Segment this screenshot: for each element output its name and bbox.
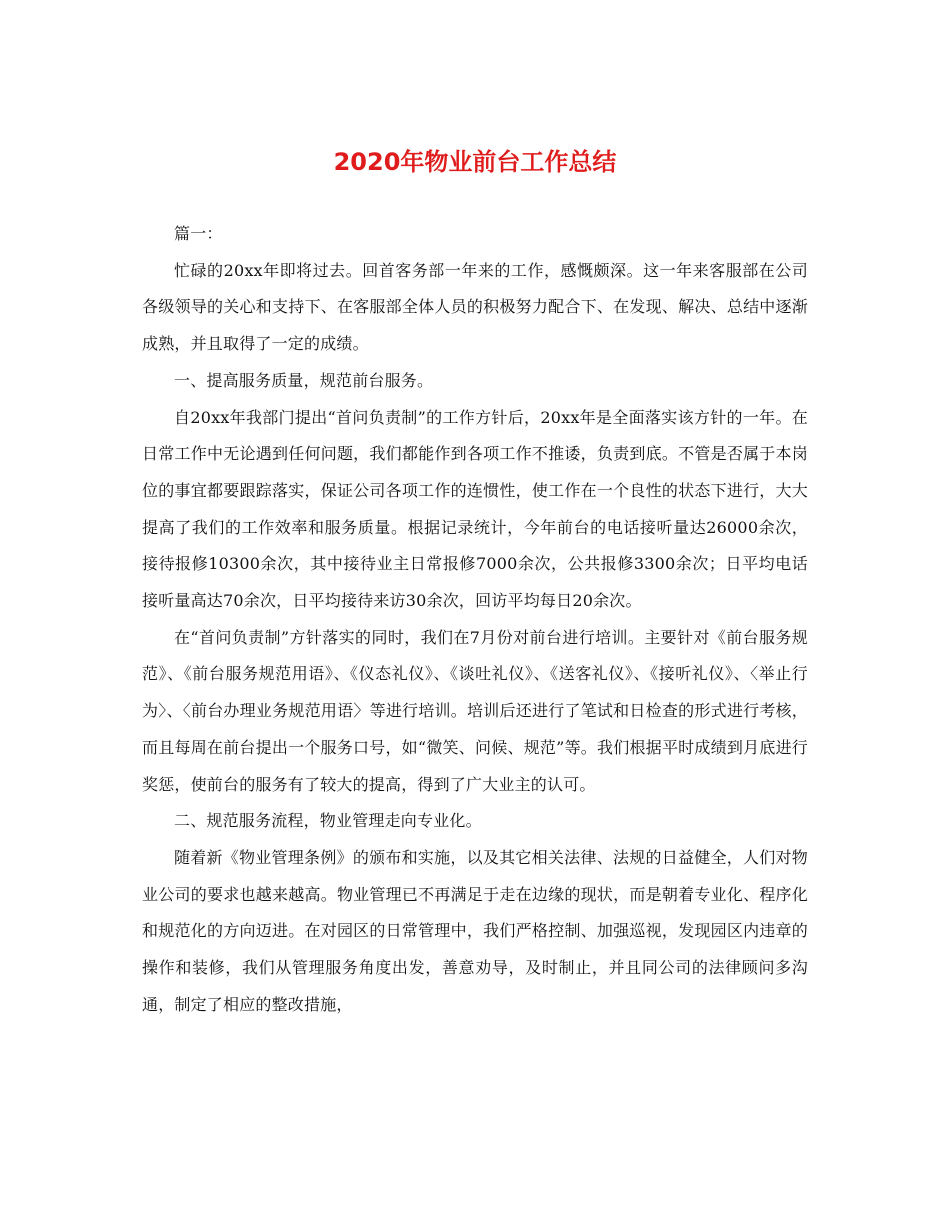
section-heading-2: 二、规范服务流程，物业管理走向专业化。	[174, 811, 482, 831]
section-heading-1: 一、提高服务质量，规范前台服务。	[174, 370, 434, 390]
section-label-part-one: 篇一：	[174, 224, 223, 243]
body-paragraph: 在“首问负责制”方针落实的同时，我们在7月份对前台进行培训。主要针对《前台服务规范》、《前台服务规范用语》、《仪态礼仪》、《谈吐礼仪》、《送客礼仪》、《接听礼仪》、〈举止行为〉、〈前台办理业务规范用语〉等进行培训。培训后还进行了笔试和日检查的形式进行考核，而且每周在前台提出一个服务口号，如“微笑、问候、规范”等。我们根据平时成绩到月底进行奖惩，使前台的服务有了较大的提高，得到了广大业主的认可。	[142, 627, 808, 794]
intro-paragraph: 忙碌的20xx年即将过去。回首客务部一年来的工作，感慨颇深。这一年来客服部在公司各级领导的关心和支持下、在客服部全体人员的积极努力配合下、在发现、解决、总结中逐渐成熟，并且取得了一定的成绩。	[142, 260, 808, 354]
body-paragraph: 随着新《物业管理条例》的颁布和实施，以及其它相关法律、法规的日益健全，人们对物业公司的要求也越来越高。物业管理已不再满足于走在边缘的现状，而是朝着专业化、程序化和规范化的方向迈进。在对园区的日常管理中，我们严格控制、加强巡视，发现园区内违章的操作和装修，我们从管理服务角度出发，善意劝导，及时制止，并且同公司的法律顾问多沟通，制定了相应的整改措施，	[142, 847, 808, 1014]
document-title: 2020年物业前台工作总结	[333, 148, 617, 176]
body-paragraph: 自20xx年我部门提出“首问负责制”的工作方针后，20xx年是全面落实该方针的一年。在日常工作中无论遇到任何问题，我们都能作到各项工作不推诿，负责到底。不管是否属于本岗位的事宜都要跟踪落实，保证公司各项工作的连惯性，使工作在一个良性的状态下进行，大大提高了我们的工作效率和服务质量。根据记录统计，今年前台的电话接听量达26000余次，接待报修10300余次，其中接待业主日常报修7000余次，公共报修3300余次；日平均电话接听量高达70余次，日平均接待来访30余次，回访平均每日20余次。	[142, 407, 808, 611]
document-body	[142, 216, 808, 1023]
